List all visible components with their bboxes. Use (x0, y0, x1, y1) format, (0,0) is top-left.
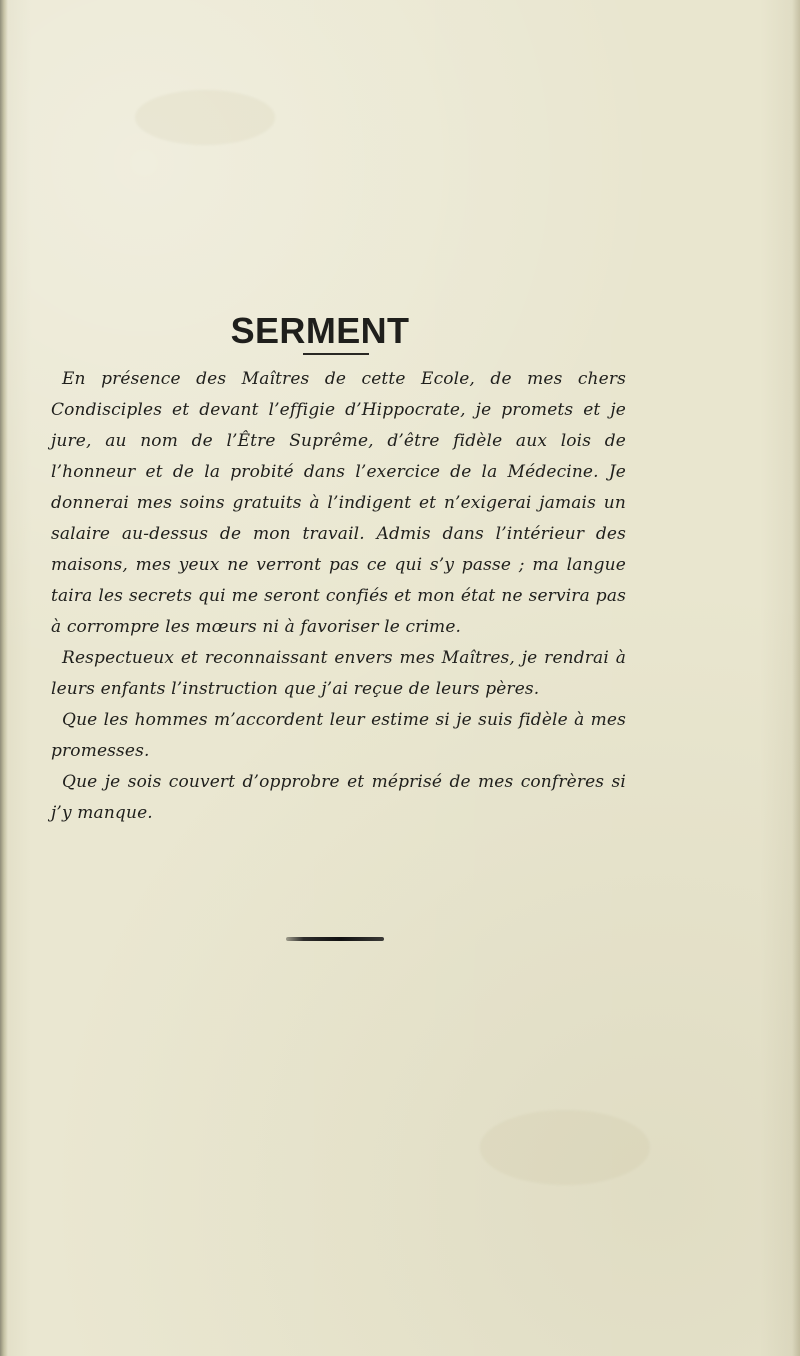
oath-paragraph: Respectueux et reconnaissant envers mes Maîtres, je rendrai à leurs enfants l’instruction que j’ai reçue de leurs pères. (51, 648, 626, 699)
paper-stain (480, 1110, 650, 1185)
end-rule (286, 937, 384, 941)
oath-paragraph: En présence des Maîtres de cette Ecole, de mes chers Condisciples et devant l’effigie d’Hippocrate, je promets et je jure, au nom de l’Être Suprême, d’être fidèle aux lois de l’honneur et de la probité dans l’exercice de la Médecine. Je donnerai mes soins gratuits à l’indigent et n’exigerai jamais un salaire au-dessus de mon travail. Admis dans l’intérieur des maisons, mes yeux ne verront pas ce qui s’y passe ; ma langue taira les secrets qui me seront confiés et mon état ne servira pas à corrompre les mœurs ni à favoriser le crime. (51, 369, 626, 637)
page-right-edge (792, 0, 800, 1356)
oath-text (51, 364, 626, 829)
paper-stain (135, 90, 275, 145)
page-binding-edge (0, 0, 8, 1356)
oath-paragraph: Que les hommes m’accordent leur estime si je suis fidèle à mes promesses. (51, 710, 626, 761)
page-title: SERMENT (230, 310, 410, 352)
oath-paragraph: Que je sois couvert d’opprobre et méprisé de mes confrères si j’y manque. (51, 772, 626, 823)
title-divider (303, 353, 369, 355)
